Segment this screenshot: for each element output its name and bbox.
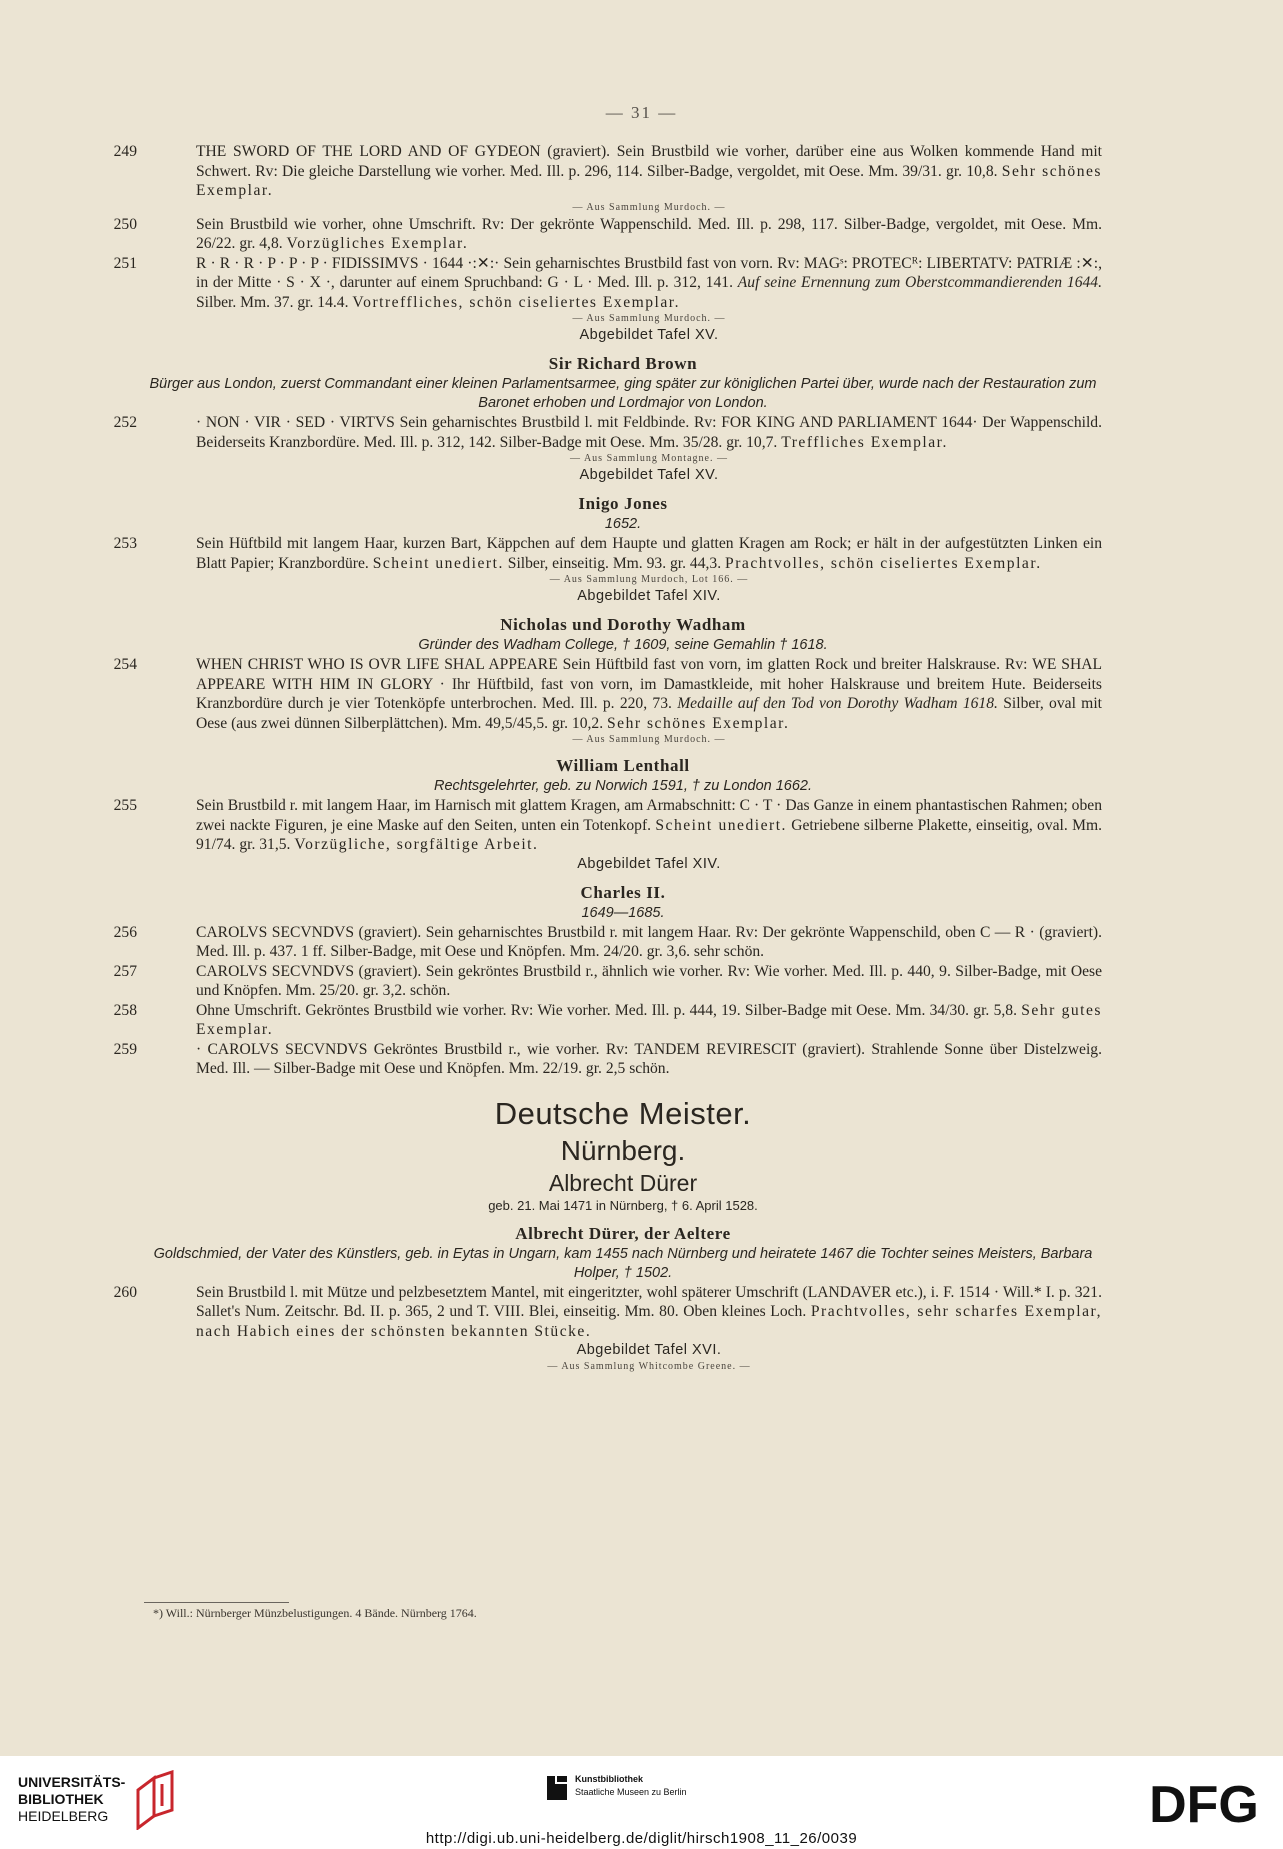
- artist-dates: geb. 21. Mai 1471 in Nürnberg, † 6. April 1528.: [488, 1197, 758, 1213]
- chapter-heading: Deutsche Meister.: [494, 1095, 752, 1131]
- entry-quality: Prachtvolles, schön ciseliertes Exemplar.: [725, 554, 1042, 572]
- dfg-logo-text: DFG: [1149, 1776, 1259, 1828]
- entry-note: Scheint unediert.: [372, 554, 504, 572]
- entry-text: THE SWORD OF THE LORD AND OF GYDEON (graviert). Sein Brustbild wie vorher, darüber eine aus Wolken kommende Hand mit Schwert. Rv: Die gleiche Darstellung wie vorher. Med. Ill. p. 296, 114. Silber-Badge, vergoldet, mit Oese. Mm. 39/31. gr. 10,8.: [196, 143, 1102, 180]
- entry-text: WHEN CHRIST WHO IS OVR LIFE SHAL APPEARE Sein Hüftbild fast von vorn, im glatten Rock und breiter Halskrause. Rv: WE SHAL APPEARE WITH HIM IN GLORY · Ihr Hüftbild, fast von vorn, im Damastkleide, mit hoher Halskrause und breitem Hute. Beiderseits Kranzbordüre durch je vier Totenköpfe unterbrochen. Med. Ill. p. 220, 73.: [196, 656, 1102, 712]
- catalog-entry-249: [113, 142, 1103, 201]
- entry-text: R · R · R · P · P · P · FIDISSIMVS · 1644 ·:✕:· Sein geharnischtes Brustbild fast von vorn. Rv: MAGˢ: PROTECᴿ: LIBERTATV: PATRIÆ :✕:, in der Mitte · S · X ·, darunter auf einem Spruchband: G · L · Med. Ill. p. 312, 141.: [196, 254, 1102, 291]
- section-description: Gründer des Wadham College, † 1609, seine Gemahlin † 1618.: [418, 637, 828, 653]
- entry-number: 250: [113, 215, 137, 233]
- entry-text: CAROLVS SECVNDVS (graviert). Sein gekröntes Brustbild r., ähnlich wie vorher. Rv: Wie vorher. Med. Ill. p. 440, 9. Silber-Badge, mit Oese und Knöpfen. Mm. 25/20. gr. 3,2. schön.: [196, 962, 1102, 999]
- entry-text: · NON · VIR · SED · VIRTVS Sein geharnischtes Brustbild l. mit Feldbinde. Rv: FOR KING AND PARLIAMENT 1644· Der Wappenschild. Beiderseits Kranzbordüre. Med. Ill. p. 312, 142. Silber-Badge mit Oese. Mm. 35/28. gr. 10,7.: [196, 414, 1102, 451]
- section-heading-brown: Sir Richard Brown: [548, 354, 698, 373]
- entry-text: Sein Brustbild wie vorher, ohne Umschrift. Rv: Der gekrönte Wappenschild. Med. Ill. p. 298, 117. Silber-Badge, vergoldet, mit Oese. Mm. 26/22. gr. 4,8.: [196, 215, 1102, 252]
- entry-number: 249: [113, 143, 137, 160]
- section-description: Rechtsgelehrter, geb. zu Norwich 1591, † zu London 1662.: [433, 778, 813, 794]
- section-description: Goldschmied, der Vater des Künstlers, geb. in Eytas in Ungarn, kam 1455 nach Nürnberg und heiratete 1467 die Tochter seines Meisters, Barbara Holper, † 1502.: [153, 1245, 1093, 1281]
- entry-note: Auf seine Ernennung zum Oberstcommandierenden 1644.: [737, 274, 1102, 291]
- entry-quality: Vorzügliches Exemplar.: [286, 235, 469, 252]
- catalog-entry-251: [113, 254, 1102, 313]
- kunstbibliothek-logo[interactable]: [575, 1773, 687, 1799]
- entry-text: CAROLVS SECVNDVS (graviert). Sein geharnischtes Brustbild r. mit langem Haar. Rv: Der gekrönte Wappenschild, oben C — R · (graviert). Med. Ill. p. 437. 1 ff. Silber-Badge, mit Oese und Knöpfen. Mm. 24/20. gr. 3,6. sehr schön.: [196, 923, 1102, 960]
- entry-text: · CAROLVS SECVNDVS Gekröntes Brustbild r., wie vorher. Rv: TANDEM REVIRESCIT (graviert). Strahlende Sonne über Distelzweig. Med. Ill. — Silber-Badge mit Oese und Knöpfen. Mm. 22/19. gr. 2,5 schön.: [196, 1040, 1102, 1077]
- entry-text: Sein Brustbild r. mit langem Haar, im Harnisch mit glattem Kragen, am Armabschnitt: C · T · Das Ganze in einem phantastischen Rahmen; oben zwei nackte Figuren, je eine Maske auf den Seiten, unten ein Totenkopf.: [196, 797, 1102, 834]
- entry-text-2: Silber. Mm. 37. gr. 14.4.: [196, 293, 349, 311]
- ub-emblem-icon: [132, 1770, 180, 1830]
- ub-logo-line1: UNIVERSITÄTS-: [18, 1774, 126, 1790]
- entry-note: Medaille auf den Tod von Dorothy Wadham 1618.: [677, 695, 998, 712]
- entry-number: 260: [113, 1283, 137, 1301]
- entry-quality: Vorzügliche, sorgfältige Arbeit.: [294, 836, 539, 853]
- entry-quality: Vortreffliches, schön ciseliertes Exemplar.: [352, 293, 681, 311]
- source-url[interactable]: http://digi.ub.uni-heidelberg.de/diglit/hirsch1908_11_26/0039: [425, 1830, 858, 1847]
- catalog-entry-255: [113, 796, 1102, 855]
- plate-reference: Abgebildet Tafel XVI.: [576, 1342, 722, 1358]
- section-heading-durer-elder: Albrecht Dürer, der Aeltere: [515, 1223, 731, 1243]
- plate-reference: Abgebildet Tafel XV.: [579, 327, 719, 343]
- section-date: 1652.: [604, 516, 642, 532]
- entry-number: 257: [113, 962, 137, 980]
- kunstbibliothek-logo-icon: [545, 1774, 569, 1802]
- catalog-entry-260: [113, 1283, 1102, 1342]
- entry-quality: Sehr schönes Exemplar.: [607, 714, 790, 732]
- catalog-entry-252: [113, 413, 1102, 452]
- entry-quality: Prachtvolles, sehr scharfes Exemplar, nach Habich eines der schönsten bekannten Stücke.: [196, 1303, 1102, 1340]
- entry-text: Sein Hüftbild mit langem Haar, kurzen Bart, Käppchen auf dem Haupte und glatten Kragen am Rock; er hält in der aufgestützten Linken ein Blatt Papier; Kranzbordüre.: [196, 535, 1102, 572]
- section-heading-wadham: Nicholas und Dorothy Wadham: [500, 615, 746, 634]
- provenance: — Aus Sammlung Murdoch, Lot 166. —: [549, 574, 749, 585]
- entry-text-2: Getriebene silberne Plakette, einseitig, oval. Mm. 91/74. gr. 31,5.: [196, 816, 1102, 853]
- provenance: — Aus Sammlung Murdoch. —: [572, 734, 726, 745]
- plate-reference: Abgebildet Tafel XIV.: [577, 855, 721, 872]
- provenance: — Aus Sammlung Murdoch. —: [572, 201, 726, 213]
- entry-text: Sein Brustbild l. mit Mütze und pelzbesetztem Mantel, mit eingeritzter, wohl späterer Umschrift (LANDAVER etc.), i. F. 1514 · Will.* I. p. 321. Sallet's Num. Zeitschr. Bd. II. p. 365, 2 und T. VIII. Blei, einseitig. Mm. 80. Oben kleines Loch.: [196, 1283, 1102, 1320]
- catalog-entry-256: [113, 923, 1102, 962]
- entry-number: 255: [113, 797, 137, 814]
- section-heading-jones: Inigo Jones: [578, 494, 668, 513]
- entry-number: 258: [113, 1001, 137, 1019]
- ub-logo-line3: HEIDELBERG: [18, 1808, 109, 1824]
- page-number: — 31 —: [605, 103, 678, 122]
- kb-line2: Staatliche Museen zu Berlin: [575, 1787, 687, 1797]
- entry-number: 253: [113, 535, 137, 552]
- city-heading: Nürnberg.: [560, 1134, 686, 1166]
- ub-heidelberg-logo[interactable]: [18, 1774, 148, 1825]
- plate-reference: Abgebildet Tafel XV.: [579, 467, 719, 483]
- kb-line1: Kunstbibliothek: [575, 1774, 643, 1784]
- catalog-entry-259: [113, 1040, 1102, 1079]
- section-heading-charles: Charles II.: [580, 882, 666, 902]
- section-heading-lenthall: William Lenthall: [556, 756, 690, 775]
- section-date: 1649—1685.: [581, 904, 665, 921]
- catalog-content: [113, 142, 1103, 1374]
- entry-quality: Treffliches Exemplar.: [781, 433, 948, 451]
- catalog-entry-250: [113, 215, 1102, 254]
- catalog-entry-257: [113, 962, 1102, 1001]
- entry-number: 254: [113, 656, 137, 673]
- catalog-entry-253: [113, 534, 1102, 573]
- entry-number: 251: [113, 254, 137, 272]
- catalog-entry-258: [113, 1001, 1102, 1040]
- catalog-entry-254: [113, 655, 1102, 733]
- dfg-logo[interactable]: [1142, 1776, 1266, 1828]
- entry-number: 252: [113, 414, 137, 431]
- ub-logo-line2: BIBLIOTHEK: [18, 1791, 104, 1807]
- entry-number: 256: [113, 923, 137, 941]
- entry-text-2: Silber, oval mit Oese (aus zwei dünnen Silberplättchen). Mm. 49,5/45,5. gr. 10,2.: [196, 695, 1102, 732]
- provenance: — Aus Sammlung Whitcombe Greene. —: [547, 1361, 751, 1372]
- entry-text: Ohne Umschrift. Gekröntes Brustbild wie vorher. Rv: Wie vorher. Med. Ill. p. 444, 19. Silber-Badge mit Oese. Mm. 34/30. gr. 5,8.: [196, 1001, 1017, 1019]
- section-description: Bürger aus London, zuerst Commandant einer kleinen Parlamentsarmee, ging später zur königlichen Partei über, wurde nach der Restauration zum Baronet erhoben und Lordmajor von London.: [149, 376, 1097, 411]
- entry-quality: Sehr gutes Exemplar.: [196, 1001, 1102, 1038]
- provenance: — Aus Sammlung Murdoch. —: [572, 313, 726, 324]
- entry-note: Scheint unediert.: [655, 816, 787, 834]
- footnote: *) Will.: Nürnberger Münzbelustigungen. 4 Bände. Nürnberg 1764.: [153, 1606, 477, 1620]
- entry-text-2: Silber, einseitig. Mm. 93. gr. 44,3.: [507, 554, 722, 572]
- plate-reference: Abgebildet Tafel XIV.: [577, 588, 721, 604]
- entry-number: 259: [113, 1040, 137, 1058]
- provenance: — Aus Sammlung Montagne. —: [570, 453, 728, 464]
- footnote-rule: [144, 1602, 289, 1603]
- artist-heading: Albrecht Dürer: [548, 1169, 698, 1196]
- entry-quality: Sehr schönes Exemplar.: [196, 162, 1103, 199]
